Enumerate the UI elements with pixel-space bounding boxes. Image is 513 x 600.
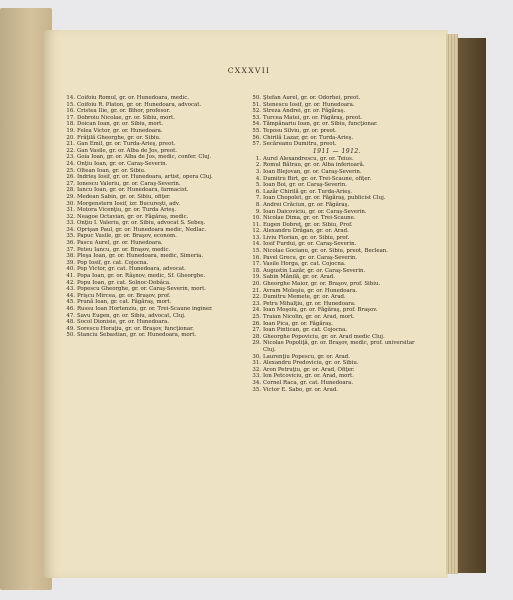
- entry-text: Nicolae Popoliţă, gr. or. Braşov, medic, prof. universitar Cluj.: [263, 340, 415, 353]
- entry-number: 20.: [252, 281, 261, 288]
- entry-number: 21.: [252, 287, 261, 294]
- entry-number: 31.: [66, 207, 75, 214]
- entry-text: Pop Victor, gr. cat. Hunedoara, advocat.: [77, 266, 186, 273]
- entry-text: Coifoiu Romul, gr. or. Hunedoara, medic.: [77, 95, 189, 101]
- list-entry: [63, 273, 231, 280]
- list-entry: [249, 202, 425, 209]
- entry-text: Motora Vicenţiu, gr. or. Turda Arieş.: [77, 207, 177, 214]
- entry-text: Tămpănariu Ioan, gr. or. Sibiu, funcţionar.: [263, 121, 378, 128]
- entry-text: Prună Ioan, gr. cat. Făgăraş, mort.: [77, 299, 172, 306]
- entry-text: Oprişan Paul, gr. or. Hunedoara medic, Nedlac.: [77, 226, 207, 233]
- list-entry: [63, 332, 231, 339]
- entry-text: Cornel Raca, gr. cat. Hunedoara.: [263, 379, 354, 386]
- entry-number: 9.: [255, 208, 261, 215]
- list-entry: [63, 233, 231, 240]
- entry-number: 19.: [252, 274, 261, 281]
- entry-number: 18.: [252, 267, 261, 274]
- entry-text: Socol Dionisie, gr. or. Hunedoara.: [77, 319, 170, 326]
- entry-number: 41.: [66, 273, 75, 280]
- entry-number: 32.: [252, 366, 261, 373]
- list-entry: [63, 201, 231, 208]
- list-entry: [249, 327, 425, 334]
- entry-number: 38.: [66, 253, 75, 260]
- entry-number: 22.: [252, 294, 261, 301]
- entry-text: Pop Iosif, gr. cat. Cojocna.: [77, 259, 149, 266]
- entry-number: 44.: [66, 292, 75, 299]
- list-entry: [63, 260, 231, 267]
- entry-number: 25.: [252, 314, 261, 320]
- entry-number: 43.: [66, 286, 75, 293]
- entry-number: 17.: [252, 261, 261, 268]
- entry-text: Alexandru Drăgan, gr. or. Arad.: [263, 228, 349, 235]
- entry-number: 35.: [66, 233, 75, 240]
- entry-number: 15.: [252, 248, 261, 255]
- entry-number: 54.: [252, 121, 261, 128]
- list-entry: [63, 253, 231, 260]
- entry-number: 45.: [66, 299, 75, 306]
- entry-number: 15.: [66, 101, 75, 108]
- list-entry: [249, 128, 425, 135]
- entry-text: Ştefan Aurel, gr. or. Odorhei, preot.: [263, 95, 361, 101]
- list-entry: [249, 340, 425, 353]
- entry-text: Ioan Boi, gr. or. Caraş-Severin.: [263, 182, 347, 189]
- entry-text: Ioan Moşoiu, gr. or. Făgăraş, prof. Braşov.: [263, 307, 378, 314]
- list-entry: [249, 95, 425, 102]
- book-cover: [458, 38, 486, 573]
- entry-text: Ioan Pica, gr. or. Făgăraş.: [263, 320, 333, 327]
- list-entry: [63, 148, 231, 155]
- entry-text: Augustin Lazăr, gr. or. Caraş-Severin.: [263, 267, 366, 274]
- list-entry: [249, 195, 425, 202]
- entry-number: 53.: [252, 114, 261, 121]
- entry-text: Teposu Silviu, gr. or. preot.: [263, 127, 337, 134]
- entry-number: 51.: [252, 101, 261, 108]
- entry-number: 13.: [252, 234, 261, 241]
- entry-text: Sorescu Horaţiu, gr. or. Braşov, funcţionar.: [77, 325, 194, 332]
- entry-number: 33.: [66, 220, 75, 227]
- list-entry: [249, 387, 425, 394]
- page-stack-edge: [446, 34, 458, 574]
- list-entry: [63, 174, 231, 181]
- entry-text: Chirilă Lazar, gr. or. Turda-Arieş.: [263, 134, 354, 141]
- list-entry: [63, 141, 231, 148]
- entry-number: 24.: [252, 307, 261, 314]
- entry-number: 46.: [66, 306, 75, 312]
- entry-number: 10.: [252, 215, 261, 222]
- right-column: [249, 95, 425, 393]
- entry-text: Popu Ioan, gr. cat. Solnoc-Dobâca.: [77, 279, 171, 286]
- entry-number: 14.: [66, 95, 75, 101]
- entry-number: 16.: [252, 254, 261, 261]
- list-entry: [249, 141, 425, 148]
- entry-text: Petru Mihalţiu, gr. or. Hunedoara.: [263, 300, 356, 307]
- entry-number: 30.: [252, 353, 261, 360]
- entry-text: Eugen Dobreţ, gr. or. Sibiu, Prof.: [263, 221, 353, 228]
- entry-number: 22.: [66, 147, 75, 154]
- list-entry: [249, 169, 425, 176]
- list-entry: [63, 286, 231, 293]
- list-entry: [249, 373, 425, 380]
- entry-number: 50.: [66, 332, 75, 339]
- entry-text: Savu Eugen, gr. or. Sibiu, advocat, Cluj.: [77, 312, 186, 319]
- entry-text: Andrei Crăciun, gr. or. Făgăraş.: [263, 201, 350, 208]
- entry-text: Aron Petruţiu, gr. or. Arad, Ofiţer.: [263, 366, 355, 373]
- list-entry: [63, 313, 231, 320]
- entry-text: Popescu Gheorghe, gr. or. Caraş-Severin, mort.: [77, 286, 206, 293]
- entry-number: 12.: [252, 228, 261, 235]
- entry-text: Dumitru Memete, gr. or. Arad.: [263, 294, 346, 301]
- list-entry: [63, 121, 231, 128]
- entry-number: 47.: [66, 312, 75, 319]
- entry-text: Aurel Alexandrescu, gr. or. Teius.: [263, 155, 354, 162]
- entry-number: 27.: [66, 180, 75, 187]
- entry-text: Alexandru Predoviciu, gr. or. Sibiu.: [263, 360, 359, 367]
- entry-text: Dumitru Birt, gr. or. Trei-Scaune, ofiţer.: [263, 175, 372, 182]
- entry-text: Turcea Matei, gr. or. Făgăraş, preot.: [263, 114, 363, 121]
- entry-number: 20.: [66, 134, 75, 141]
- list-entry: [63, 319, 231, 326]
- page-number-heading: CXXXVII: [227, 66, 271, 75]
- list-entry: [63, 128, 231, 135]
- list-entry: [63, 280, 231, 287]
- list-entry: [249, 255, 425, 262]
- entry-text: Morgenstern Iosif, izr. Bucureşti, adv.: [77, 200, 180, 207]
- entry-number: 19.: [66, 127, 75, 134]
- entry-number: 8.: [255, 201, 261, 208]
- right-column-bottom-list: [249, 156, 425, 393]
- entry-number: 34.: [252, 379, 261, 386]
- entry-number: 28.: [66, 187, 75, 194]
- entry-number: 29.: [66, 193, 75, 200]
- entry-number: 37.: [66, 246, 75, 253]
- list-entry: [63, 161, 231, 168]
- list-entry: [63, 214, 231, 221]
- list-entry: [63, 154, 231, 161]
- entry-text: Iancu Ioan, gr. or. Hunedoara, farmacist.: [77, 187, 189, 194]
- entry-text: Stanciu Sebastian, gr. or. Hunedoara, mort.: [77, 332, 197, 339]
- entry-text: Felea Victor, gr. or. Hunedoara.: [77, 127, 163, 134]
- list-entry: [249, 209, 425, 216]
- entry-number: 17.: [66, 114, 75, 121]
- list-entry: [249, 274, 425, 281]
- entry-number: 33.: [252, 373, 261, 380]
- entry-number: 7.: [255, 195, 261, 202]
- entry-text: Vasile Horga, gr. cat. Cojocna.: [263, 261, 346, 268]
- entry-number: 32.: [66, 213, 75, 220]
- list-entry: [63, 306, 231, 313]
- entry-text: Gheorghe Maior, gr. or. Braşov, prof. Sibiu.: [263, 281, 381, 288]
- entry-number: 52.: [252, 108, 261, 115]
- list-entry: [249, 162, 425, 169]
- entry-number: 26.: [252, 320, 261, 327]
- entry-number: 26.: [66, 174, 75, 181]
- list-entry: [63, 194, 231, 201]
- list-entry: [249, 121, 425, 128]
- entry-text: Streza Andrei, gr. or. Făgăraş.: [263, 108, 346, 115]
- entry-number: 6.: [255, 188, 261, 195]
- entry-number: 27.: [252, 327, 261, 334]
- entry-number: 30.: [66, 200, 75, 207]
- entry-number: 18.: [66, 121, 75, 128]
- entry-text: Ioan Pintican, gr. cat. Cojocna.: [263, 327, 348, 334]
- list-entry: [63, 240, 231, 247]
- list-entry: [63, 227, 231, 234]
- entry-text: Ion Petcoviciu, gr. or. Arad, mort.: [263, 373, 354, 380]
- entry-number: 28.: [252, 333, 261, 340]
- entry-text: Pleşa Ioan, gr. or. Hunedoara, medic, Simeria.: [77, 253, 204, 260]
- entry-number: 24.: [66, 160, 75, 167]
- entry-number: 23.: [252, 300, 261, 307]
- list-entry: [63, 108, 231, 115]
- entry-text: Nicolae Gocianu, gr. or. Sibiu, preot, Beclean.: [263, 248, 388, 255]
- list-entry: [249, 294, 425, 301]
- entry-text: Neagoe Octavian, gr. or. Făgăraş, medic.: [77, 213, 189, 220]
- entry-number: 31.: [252, 360, 261, 367]
- list-entry: [63, 326, 231, 333]
- entry-number: 57.: [252, 141, 261, 148]
- entry-number: 11.: [252, 221, 261, 228]
- entry-text: Goia Ioan, gr. or. Alba de Jos, medic, confer. Cluj.: [77, 154, 212, 161]
- entry-number: 1.: [255, 155, 261, 162]
- list-entry: [249, 176, 425, 183]
- list-entry: [63, 187, 231, 194]
- entry-number: 55.: [252, 127, 261, 134]
- entry-text: Romul Bătrau, gr. or. Alba inferioară.: [263, 162, 365, 169]
- entry-number: 25.: [66, 167, 75, 174]
- entry-number: 50.: [252, 95, 261, 101]
- left-column: [63, 95, 231, 339]
- year-subheading: 1911 — 1912.: [312, 147, 362, 155]
- entry-number: 35.: [252, 386, 261, 393]
- list-entry: [249, 182, 425, 189]
- list-entry: [249, 288, 425, 295]
- entry-number: 4.: [255, 175, 261, 182]
- list-entry: [249, 314, 425, 321]
- entry-text: Laurenţiu Popescu, gr. or. Arad.: [263, 353, 350, 360]
- entry-text: Cristea Ilie, gr. or. Bihor, profesor.: [77, 108, 171, 115]
- list-entry: [63, 102, 231, 109]
- entry-number: 2.: [255, 162, 261, 169]
- entry-text: Ionescu Valeriu, gr. or. Caraş-Severin.: [77, 180, 181, 187]
- entry-text: Popa Ioan, gr. or. Râşnov, medic, Sf. Gheorghe.: [77, 273, 206, 280]
- entry-text: Sabin Mănilă, gr. or. Arad.: [263, 274, 335, 281]
- entry-number: 21.: [66, 141, 75, 148]
- entry-text: Dobroiu Nicolae, gr. or. Sibiu, mort.: [77, 114, 175, 121]
- entry-text: Gan Emil, gr. or. Turda-Arieş, preot.: [77, 141, 176, 148]
- entry-number: 36.: [66, 240, 75, 247]
- entry-text: Iosif Furdui, gr. or. Caraş-Severin.: [263, 241, 357, 248]
- entry-number: 23.: [66, 154, 75, 161]
- list-entry: [63, 168, 231, 175]
- entry-text: Russu Ioan Hortenziu, gr. or. Trei-Scaune inginer.: [77, 306, 213, 312]
- entry-text: Pavel Grecu, gr. or. Caraş-Severin.: [263, 254, 358, 261]
- entry-text: Onţiu Ioan, gr. or. Caraş-Severin.: [77, 160, 168, 167]
- list-entry: [249, 228, 425, 235]
- list-entry: [249, 354, 425, 361]
- list-entry: [249, 367, 425, 374]
- entry-number: 39.: [66, 259, 75, 266]
- right-column-top-list: [249, 95, 425, 148]
- list-entry: [249, 281, 425, 288]
- entry-text: Avram Moleşiu, gr. or. Hunedoara.: [263, 287, 358, 294]
- list-entry: [63, 247, 231, 254]
- entry-text: Ioan Blejovan, gr. or. Caraş-Severin.: [263, 168, 362, 175]
- entry-number: 3.: [255, 168, 261, 175]
- entry-text: Gan Vasile, gr. or. Alba de Jos, preot.: [77, 147, 177, 154]
- entry-number: 14.: [252, 241, 261, 248]
- entry-number: 49.: [66, 325, 75, 332]
- list-entry: [63, 207, 231, 214]
- list-entry: [249, 215, 425, 222]
- entry-text: Frăţilă Gheorghe, gr. or. Sibiu.: [77, 134, 161, 141]
- entry-number: 42.: [66, 279, 75, 286]
- list-entry: [63, 299, 231, 306]
- entry-text: Lazăr Chirilă gr. or. Turda-Arieş.: [263, 188, 352, 195]
- entry-text: Stenescu Iosif, gr. or. Hunedoara.: [263, 101, 355, 108]
- entry-number: 29.: [252, 340, 261, 347]
- list-entry: [249, 248, 425, 255]
- entry-text: Ioan Chopolet, gr. or. Făgăraş, publicist Cluj.: [263, 195, 386, 202]
- entry-text: Prişcu Mircea, gr. or. Braşov, prof.: [77, 292, 171, 299]
- list-entry: [63, 95, 231, 102]
- entry-text: Liviu Florian, gr. or. Sibiu, prof.: [263, 234, 350, 241]
- entry-text: Doican Ioan, gr. or. Sibiu, mort.: [77, 121, 164, 128]
- entry-text: Secăreanu Dumitru, preot.: [263, 141, 337, 148]
- entry-number: 34.: [66, 226, 75, 233]
- list-entry: [63, 115, 231, 122]
- list-entry: [63, 181, 231, 188]
- entry-number: 56.: [252, 134, 261, 141]
- entry-number: 48.: [66, 319, 75, 326]
- list-entry: [63, 135, 231, 142]
- entry-text: Coifoiu R. Platon, gr. or. Hunedoara, advocat.: [77, 101, 202, 108]
- entry-number: 40.: [66, 266, 75, 273]
- entry-text: Peteu Iancu, gr. or. Braşov, medic.: [77, 246, 171, 253]
- entry-text: Papuc Vasile, gr. or. Braşov, econom.: [77, 233, 177, 240]
- entry-text: Pascu Aurel, gr. or. Hunedoara.: [77, 240, 163, 247]
- list-entry: [249, 261, 425, 268]
- entry-text: Oltean Ioan, gr. or. Sibiu.: [77, 167, 146, 174]
- entry-text: Ioan Daicoviciu, gr. or. Caraş-Severin.: [263, 208, 367, 215]
- list-entry: [249, 321, 425, 328]
- entry-text: Nicolae Dima, gr. or. Trei-Scaune.: [263, 215, 356, 222]
- list-entry: [249, 380, 425, 387]
- entry-text: Indrieş Iosif, gr. or. Hunedoara, artist, opera Cluj.: [77, 174, 213, 181]
- list-entry: [249, 360, 425, 367]
- entry-text: Onţiu I. Valeriu, gr. or. Sibiu, advocat S. Sebeş.: [77, 220, 206, 227]
- list-entry: [249, 241, 425, 248]
- list-entry: [249, 307, 425, 314]
- entry-text: Victor E. Sabo, gr. or. Arad.: [263, 386, 339, 393]
- list-entry: [63, 220, 231, 227]
- list-entry: [249, 235, 425, 242]
- entry-text: Gheorghe Popoviciu, gr. or. Arad medic Cluj.: [263, 333, 385, 340]
- entry-number: 16.: [66, 108, 75, 115]
- entry-text: Medean Sabin, gr. or. Sibiu, ofiţer.: [77, 193, 171, 200]
- list-entry: [249, 108, 425, 115]
- entry-text: Traian Nicolin, gr. or. Arad, mort.: [263, 314, 355, 320]
- entry-number: 5.: [255, 182, 261, 189]
